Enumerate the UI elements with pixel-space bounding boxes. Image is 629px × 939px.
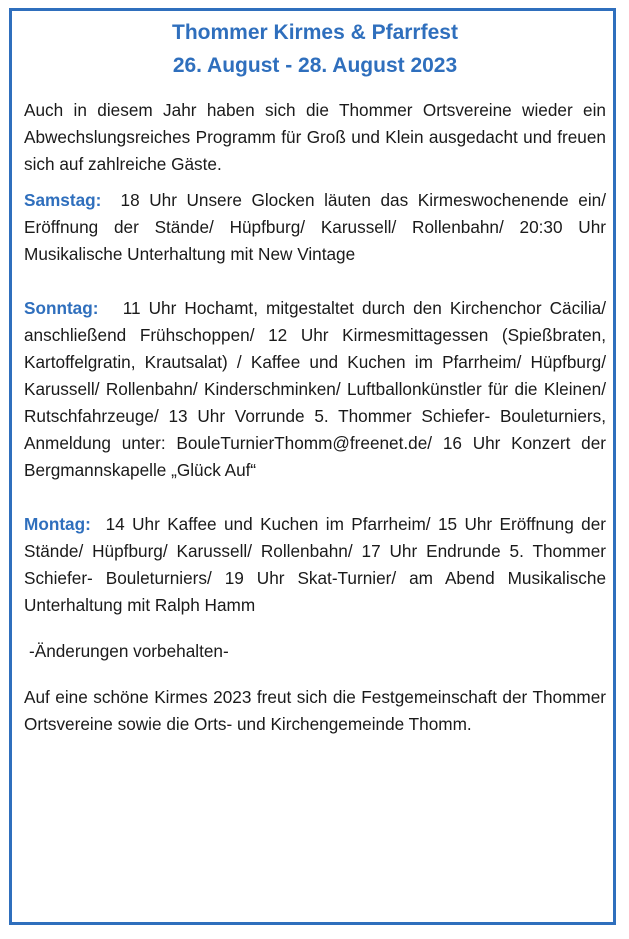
day-label-monday: Montag: <box>24 514 91 534</box>
day-label-saturday: Samstag: <box>24 190 102 210</box>
document-content <box>24 16 606 738</box>
schedule-saturday <box>24 187 606 268</box>
schedule-sunday <box>24 295 606 484</box>
schedule-monday <box>24 511 606 619</box>
page-title <box>24 16 606 82</box>
intro-paragraph: Auch in diesem Jahr haben sich die Thommer Ortsvereine wieder ein Abwechslungsreiches Programm für Groß und Klein ausgedacht und freuen sich auf zahlreiche Gäste. <box>24 100 606 174</box>
changes-note: -Änderungen vorbehalten- <box>29 641 229 661</box>
title-line-2: 26. August - 28. August 2023 <box>172 54 458 77</box>
closing-paragraph: Auf eine schöne Kirmes 2023 freut sich die Festgemeinschaft der Thommer Ortsvereine sowie die Orts- und Kirchengemeinde Thomm. <box>24 687 606 734</box>
day-text-saturday: 18 Uhr Unsere Glocken läuten das Kirmeswochenende ein/ Eröffnung der Stände/ Hüpfburg/ Karussell/ Rollenbahn/ 20:30 Uhr Musikalische Unterhaltung mit New Vintage <box>24 190 606 264</box>
day-text-monday: 14 Uhr Kaffee und Kuchen im Pfarrheim/ 15 Uhr Eröffnung der Stände/ Hüpfburg/ Karussell/ Rollenbahn/ 17 Uhr Endrunde 5. Thommer Schiefer- Bouleturniers/ 19 Uhr Skat-Turnier/ am Abend Musikalische Unterhaltung mit Ralph Hamm <box>24 514 606 615</box>
day-label-sunday: Sonntag: <box>24 298 99 318</box>
day-text-sunday: 11 Uhr Hochamt, mitgestaltet durch den Kirchenchor Cäcilia/ anschließend Frühschoppen/ 12 Uhr Kirmesmittagessen (Spießbraten, Kartoffelgratin, Krautsalat) / Kaffee und Kuchen im Pfarrheim/ Hüpfburg/ Karussell/ Rollenbahn/ Kinderschminken/ Luftballonkünstler für die Kleinen/ Rutschfahrzeuge/ 13 Uhr Vorrunde 5. Thommer Schiefer- Bouleturniers, Anmeldung unter: BouleTurnierThomm@freenet.de/ 16 Uhr Konzert der Bergmannskapelle „Glück Auf“ <box>24 298 606 480</box>
title-line-1: Thommer Kirmes & Pfarrfest <box>172 21 458 44</box>
